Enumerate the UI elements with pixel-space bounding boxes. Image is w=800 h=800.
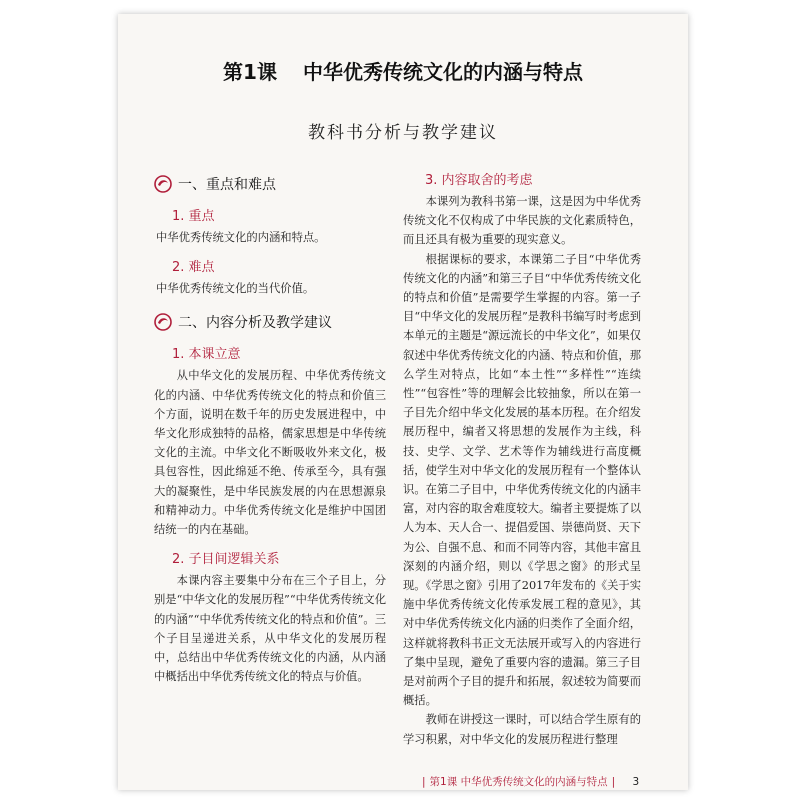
consideration-paragraph-1: 本课列为教科书第一课，这是因为中华优秀传统文化不仅构成了中华民族的文化素质特色，而且还具有极为重要的现实意义。 (403, 195, 641, 247)
key-point-text: 中华优秀传统文化的内涵和特点。 (156, 231, 326, 244)
lesson-number: 第1课 (223, 60, 277, 84)
sub-heading-intent: 1. 本课立意 (172, 347, 241, 363)
page-subtitle: 教科书分析与教学建议 (308, 123, 498, 143)
section-heading-analysis (154, 310, 386, 334)
footer-lesson-number: 第1课 (429, 776, 458, 788)
sub-heading-logic: 2. 子目间逻辑关系 (172, 552, 280, 568)
difficulty-text: 中华优秀传统文化的当代价值。 (156, 282, 315, 296)
swirl-icon (154, 175, 172, 193)
right-column (403, 172, 641, 749)
sub-heading-difficulty: 2. 难点 (172, 260, 215, 276)
page-footer: | 第1课 中华优秀传统文化的内涵与特点 | 3 (422, 776, 640, 788)
lesson-title (118, 56, 688, 85)
sub-heading-consideration: 3. 内容取舍的考虑 (425, 173, 533, 188)
left-column (154, 172, 386, 686)
intent-text: 从中华文化的发展历程、中华优秀传统文化的内涵、中华优秀传统文化的特点和价值三个方面，说明在数千年的历史发展进程中，中华文化形成独特的品格，儒家思想是中华传统文化的主流。中华文化不断吸收外来文化，极具包容性，因此绵延不绝、传承至今，具有强大的凝聚性，是中华民族发展的内在思想源泉和精神动力。中华优秀传统文化是维护中国团结统一的内在基础。 (154, 369, 386, 537)
page-number: 3 (632, 776, 640, 788)
textbook-page (118, 14, 688, 790)
section-heading-text: 二、内容分析及教学建议 (178, 315, 332, 332)
consideration-paragraph-2: 根据课标的要求，本课第二子目“中华优秀传统文化的内涵”和第三子目“中华优秀传统文化的特点和价值”是需要学生掌握的内容。第一子目“中华文化的发展历程”是教科书编写时考虑到本单元的主题是“源远流长的中华文化”，如果仅叙述中华优秀传统文化的内涵、特点和价值，那么学生对特点，比如“本土性”“多样性”“连续性”“包容性”等的理解会比较抽象，所以在第一子目先介绍中华文化发展的基本历程。在介绍发展历程中，编者又将思想的发展作为主线，科技、史学、文学、艺术等作为辅线进行高度概括，使学生对中华文化的发展历程有一个整体认识。在第二子目中，中华优秀传统文化的内涵丰富，对内容的取舍难度较大。编者主要提炼了以人为本、天人合一、提倡爱国、崇德尚贤、天下为公、自强不息、和而不同等内容，其他丰富且深刻的内涵介绍，则以《学思之窗》的形式呈现。《学思之窗》引用了2017年发布的《关于实施中华优秀传统文化传承发展工程的意见》，其对中华优秀传统文化内涵的归类作了全面介绍，这样就将教科书正文无法展开或写入的内容进行了集中呈现，避免了重要内容的遗漏。第三子目是对前两个子目的提升和拓展，叙述较为简要而概括。 (403, 252, 641, 708)
footer-lesson-title: 中华优秀传统文化的内涵与特点 (460, 776, 608, 788)
logic-text: 本课内容主要集中分布在三个子目上，分别是“中华文化的发展历程”“中华优秀传统文化的内涵”“中华优秀传统文化的特点和价值”。三个子目呈递进关系，从中华文化的发展历程中，总结出中华优秀传统文化的内涵，从内涵中概括出中华优秀传统文化的特点与价值。 (154, 574, 386, 684)
consideration-paragraph-3: 教师在讲授这一课时，可以结合学生原有的学习积累，对中华文化的发展历程进行整理 (403, 713, 641, 746)
swirl-icon (154, 313, 172, 331)
section-heading-text: 一、重点和难点 (178, 177, 276, 193)
lesson-title-text: 中华优秀传统文化的内涵与特点 (302, 60, 583, 84)
section-heading-key-points (154, 172, 386, 196)
sub-heading-key-point: 1. 重点 (172, 209, 215, 224)
